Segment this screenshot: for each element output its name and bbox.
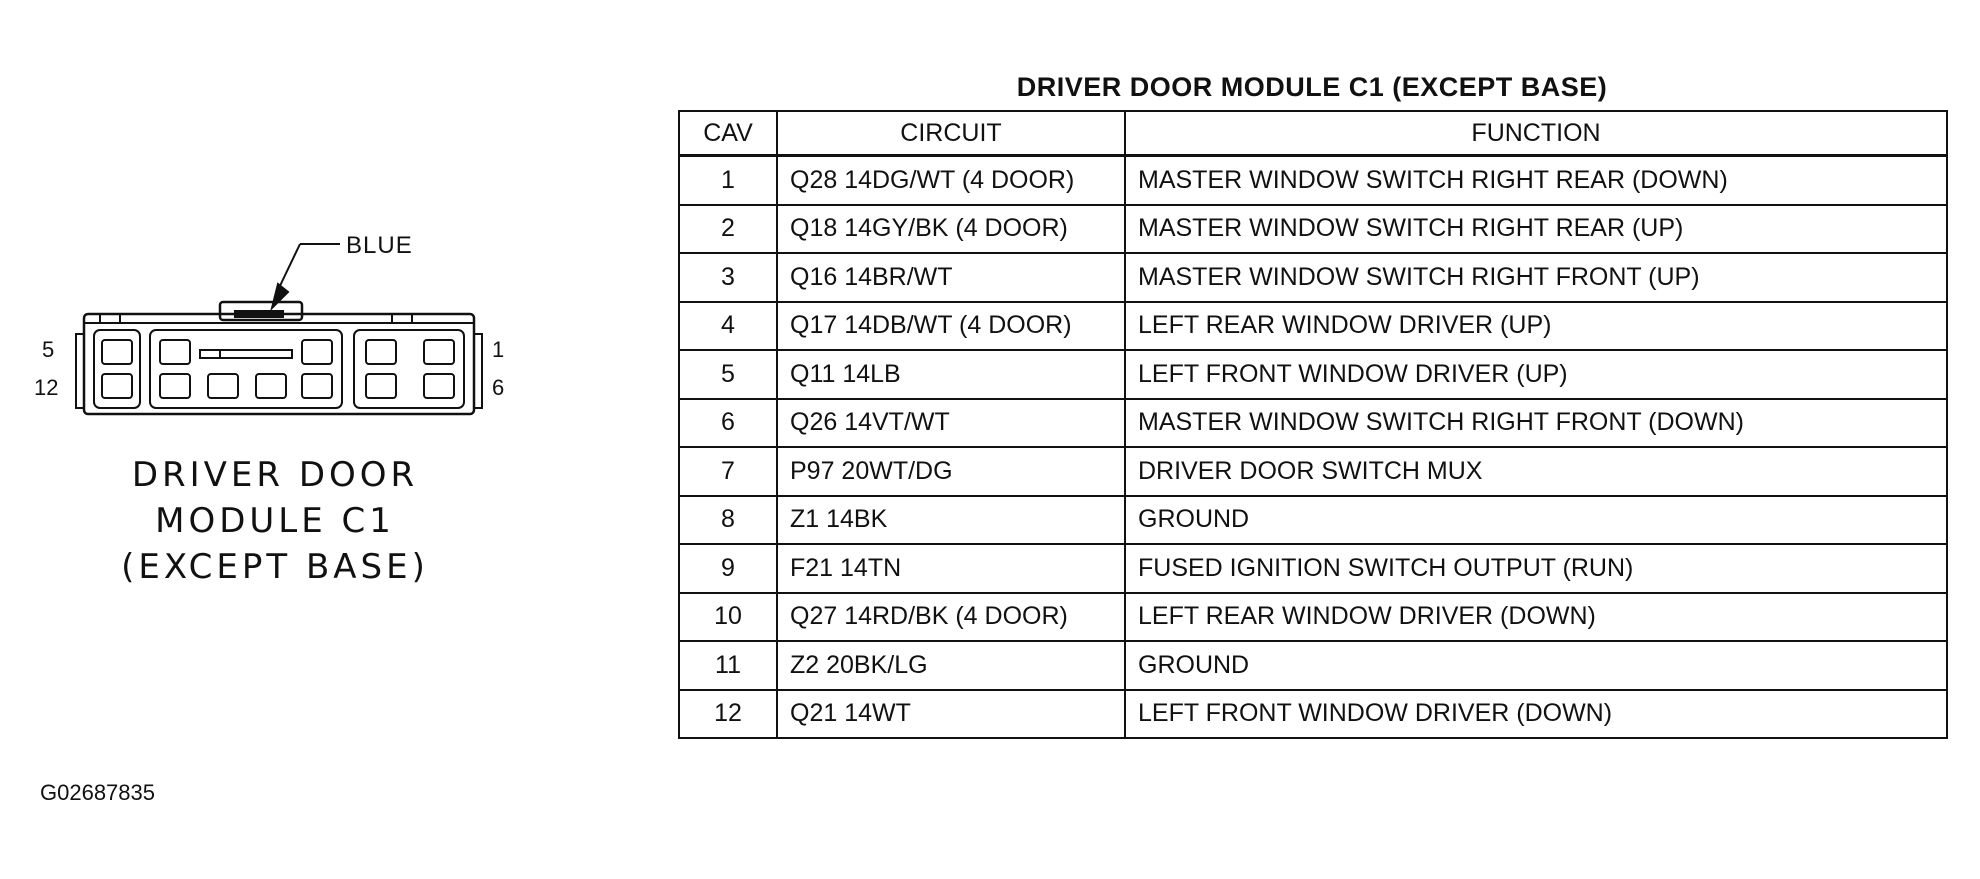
cav-cell: 3 [679,253,777,302]
circuit-cell: F21 14TN [777,544,1125,593]
figure-id: G02687835 [40,780,155,805]
pin-cavity-4 [160,340,190,364]
cav-cell: 6 [679,399,777,448]
table-row [679,399,1947,448]
cav-cell: 7 [679,447,777,496]
circuit-cell: Q17 14DB/WT (4 DOOR) [777,302,1125,351]
cav-cell: 5 [679,350,777,399]
pinout-table [678,110,1948,739]
table-row [679,496,1947,545]
cavity-block-left [94,330,140,408]
pin-cavity-10 [208,374,238,398]
pin-cavity-6 [424,374,454,398]
circuit-cell: Q27 14RD/BK (4 DOOR) [777,593,1125,642]
cav-cell: 2 [679,205,777,254]
table-row [679,593,1947,642]
function-cell: LEFT FRONT WINDOW DRIVER (DOWN) [1125,690,1947,739]
top-notch-left [100,314,120,323]
pin-cavity-9 [256,374,286,398]
table-row [679,447,1947,496]
circuit-cell: Z2 20BK/LG [777,641,1125,690]
circuit-cell: Q11 14LB [777,350,1125,399]
pin-label-bottom-left: 12 [34,375,59,400]
cav-cell: 11 [679,641,777,690]
header-cav: CAV [679,111,777,156]
function-cell: GROUND [1125,496,1947,545]
pin-label-top-left: 5 [42,337,55,362]
connector-caption-line-1: DRIVER DOOR [131,455,419,495]
pin-cavity-1 [424,340,454,364]
callout-label-blue: BLUE [346,232,413,259]
table-row [679,302,1947,351]
cav-cell: 12 [679,690,777,739]
function-cell: FUSED IGNITION SWITCH OUTPUT (RUN) [1125,544,1947,593]
center-key-bar [200,350,292,358]
pin-label-top-right: 1 [492,337,505,362]
cav-cell: 4 [679,302,777,351]
table-row [679,205,1947,254]
cav-cell: 1 [679,156,777,205]
callout-leader-diagonal [278,244,300,290]
circuit-cell: Q16 14BR/WT [777,253,1125,302]
top-notch-right [392,314,412,323]
connector-caption-line-3: (EXCEPT BASE) [121,547,429,587]
function-cell: MASTER WINDOW SWITCH RIGHT FRONT (UP) [1125,253,1947,302]
locking-tab-slot [234,310,284,318]
cavity-block-right [354,330,464,408]
connector-caption [85,452,465,590]
pin-cavity-12 [102,374,132,398]
function-cell: LEFT REAR WINDOW DRIVER (UP) [1125,302,1947,351]
function-cell: MASTER WINDOW SWITCH RIGHT REAR (DOWN) [1125,156,1947,205]
circuit-cell: Q26 14VT/WT [777,399,1125,448]
pin-cavity-2 [366,340,396,364]
pin-label-bottom-right: 6 [492,375,505,400]
pin-cavity-7 [366,374,396,398]
cav-cell: 8 [679,496,777,545]
table-row [679,253,1947,302]
pin-cavity-8 [302,374,332,398]
connector-face-drawing [20,210,520,430]
table-row [679,690,1947,739]
circuit-cell: Z1 14BK [777,496,1125,545]
function-cell: DRIVER DOOR SWITCH MUX [1125,447,1947,496]
table-row [679,641,1947,690]
function-cell: GROUND [1125,641,1947,690]
table-header-row [679,111,1947,156]
table-title: DRIVER DOOR MODULE C1 (EXCEPT BASE) [1016,72,1608,102]
connector-caption-line-2: MODULE C1 [155,501,395,541]
circuit-cell: Q21 14WT [777,690,1125,739]
circuit-cell: Q28 14DG/WT (4 DOOR) [777,156,1125,205]
function-cell: LEFT REAR WINDOW DRIVER (DOWN) [1125,593,1947,642]
header-function: FUNCTION [1125,111,1947,156]
cavity-block-center [150,330,342,408]
table-row [679,156,1947,205]
pin-cavity-5 [102,340,132,364]
circuit-cell: Q18 14GY/BK (4 DOOR) [777,205,1125,254]
function-cell: LEFT FRONT WINDOW DRIVER (UP) [1125,350,1947,399]
table-row [679,544,1947,593]
table-row [679,350,1947,399]
cav-cell: 10 [679,593,777,642]
pin-cavity-3 [302,340,332,364]
connector-diagram [20,210,520,430]
circuit-cell: P97 20WT/DG [777,447,1125,496]
function-cell: MASTER WINDOW SWITCH RIGHT REAR (UP) [1125,205,1947,254]
callout-arrowhead [272,284,288,308]
header-circuit: CIRCUIT [777,111,1125,156]
table-body [679,156,1947,739]
pin-cavity-11 [160,374,190,398]
function-cell: MASTER WINDOW SWITCH RIGHT FRONT (DOWN) [1125,399,1947,448]
cav-cell: 9 [679,544,777,593]
